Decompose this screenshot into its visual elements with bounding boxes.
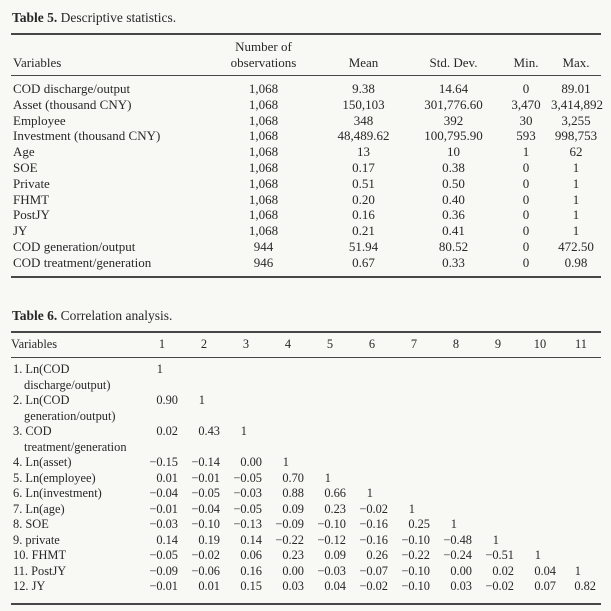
table5-value-cell: 0 bbox=[522, 238, 530, 254]
table5-value-cell: 3,414,892 bbox=[551, 96, 603, 112]
table6-row bbox=[11, 471, 601, 487]
table5-row bbox=[11, 144, 601, 160]
table5-section bbox=[11, 10, 601, 278]
table5-value-cell: 0.33 bbox=[442, 254, 465, 270]
table5-value-cell: 1,068 bbox=[248, 112, 279, 128]
table6-value-cell bbox=[183, 358, 225, 394]
table6-value-cell bbox=[477, 471, 519, 487]
table5-value-cell: 1,068 bbox=[248, 81, 279, 96]
table6-header-variables: Variables bbox=[11, 332, 141, 358]
table5-body bbox=[11, 76, 601, 277]
table6-value-cell: −0.03 bbox=[149, 517, 178, 532]
table5-title bbox=[12, 10, 601, 26]
table5-value-cell: 89.01 bbox=[561, 81, 591, 96]
table5-value-cell: 0 bbox=[522, 207, 530, 223]
table5-row bbox=[11, 239, 601, 255]
table6-variable-cell: 8. SOE bbox=[13, 517, 49, 532]
table6-value-cell: −0.06 bbox=[191, 563, 220, 578]
table6-value-cell: 0.88 bbox=[282, 486, 304, 501]
table5-row bbox=[11, 223, 601, 239]
table5-row bbox=[11, 128, 601, 144]
table6-value-cell bbox=[519, 517, 561, 533]
table5-value-cell: 1,068 bbox=[248, 96, 279, 112]
table6-title bbox=[12, 308, 601, 324]
table5-variable-cell: Investment (thousand CNY) bbox=[13, 128, 161, 144]
table5-value-cell: 100,795.90 bbox=[424, 128, 483, 144]
table6-value-cell: −0.01 bbox=[149, 579, 178, 594]
table5-value-cell: 0.40 bbox=[442, 191, 465, 207]
table6-value-cell: 1 bbox=[534, 548, 541, 563]
table6-value-cell: 0.07 bbox=[534, 579, 556, 594]
table6-value-cell: 1 bbox=[240, 424, 247, 439]
table6-value-cell: 0.19 bbox=[198, 532, 220, 547]
table6-variable-cell: 2. Ln(COD generation/output) bbox=[13, 393, 116, 423]
table5-row bbox=[11, 192, 601, 208]
table5-value-cell: 3,255 bbox=[561, 112, 591, 128]
table5-value-cell: 1,068 bbox=[248, 128, 279, 144]
table6-value-cell: −0.10 bbox=[401, 579, 430, 594]
table6-value-cell: 0.82 bbox=[574, 579, 596, 594]
table6-value-cell bbox=[519, 393, 561, 424]
table6-row bbox=[11, 486, 601, 502]
table5-value-cell: 13 bbox=[357, 144, 370, 160]
table6-row bbox=[11, 564, 601, 580]
table6-value-cell bbox=[477, 358, 519, 394]
table6-header bbox=[11, 332, 601, 358]
table5-value-cell: 1,068 bbox=[248, 144, 279, 160]
table6-value-cell: −0.05 bbox=[149, 548, 178, 563]
table6-value-cell: −0.10 bbox=[401, 532, 430, 547]
table6-value-cell bbox=[561, 548, 601, 564]
table6-column-header: 2 bbox=[183, 332, 225, 358]
table6-value-cell bbox=[435, 502, 477, 518]
table6-value-cell: 0.25 bbox=[408, 517, 430, 532]
table6-column-header: 8 bbox=[435, 332, 477, 358]
table5-variable-cell: Private bbox=[13, 175, 50, 191]
table6-column-header: 5 bbox=[309, 332, 351, 358]
table6-variable-cell: 6. Ln(investment) bbox=[13, 486, 102, 501]
table5-value-cell: 14.64 bbox=[438, 81, 469, 96]
table6-value-cell bbox=[561, 393, 601, 424]
table5-header-min: Min. bbox=[501, 34, 551, 76]
table5-value-cell: 0 bbox=[522, 81, 530, 96]
table5-header-row bbox=[11, 34, 601, 76]
table6-value-cell bbox=[393, 455, 435, 471]
table5-value-cell: 0 bbox=[522, 159, 530, 175]
table6-value-cell: −0.01 bbox=[149, 501, 178, 516]
table6-variable-cell: 1. Ln(COD discharge/output) bbox=[13, 362, 111, 392]
table6-value-cell: 0.16 bbox=[240, 563, 262, 578]
table6 bbox=[11, 331, 601, 605]
table6-value-cell bbox=[435, 486, 477, 502]
table5-value-cell: 1 bbox=[572, 175, 580, 191]
table6-value-cell: −0.09 bbox=[149, 563, 178, 578]
table5-value-cell: 0.16 bbox=[352, 207, 375, 223]
table6-column-header: 11 bbox=[561, 332, 601, 358]
table6-value-cell: 1 bbox=[198, 393, 205, 408]
table6-value-cell bbox=[393, 486, 435, 502]
table6-value-cell bbox=[519, 533, 561, 549]
table5-row bbox=[11, 255, 601, 277]
table5-value-cell: 30 bbox=[519, 112, 533, 128]
table6-value-cell: 0.26 bbox=[366, 548, 388, 563]
table6-value-cell bbox=[351, 471, 393, 487]
table5-value-cell: 0.38 bbox=[442, 159, 465, 175]
table6-value-cell: 0.09 bbox=[324, 548, 346, 563]
table6-value-cell bbox=[519, 471, 561, 487]
table6-section bbox=[11, 308, 601, 605]
table6-value-cell: −0.51 bbox=[485, 548, 514, 563]
table6-value-cell bbox=[477, 486, 519, 502]
table5 bbox=[11, 33, 601, 278]
table6-value-cell bbox=[351, 358, 393, 394]
table5-value-cell: 0.17 bbox=[352, 159, 375, 175]
table6-row bbox=[11, 517, 601, 533]
table6-value-cell: −0.02 bbox=[359, 501, 388, 516]
table6-value-cell bbox=[393, 471, 435, 487]
table6-value-cell bbox=[519, 502, 561, 518]
table5-value-cell: 0.50 bbox=[442, 175, 465, 191]
table5-value-cell: 944 bbox=[253, 238, 274, 254]
table6-value-cell: −0.05 bbox=[233, 470, 262, 485]
table6-value-cell: −0.05 bbox=[233, 501, 262, 516]
table6-column-header: 3 bbox=[225, 332, 267, 358]
table6-value-cell: −0.10 bbox=[401, 563, 430, 578]
table5-variable-cell: Asset (thousand CNY) bbox=[13, 96, 132, 112]
table5-value-cell: 1,068 bbox=[248, 175, 279, 191]
table6-value-cell bbox=[267, 424, 309, 455]
table5-value-cell: 0.20 bbox=[352, 191, 375, 207]
table6-column-header: 10 bbox=[519, 332, 561, 358]
table6-value-cell: 1 bbox=[156, 362, 163, 377]
table6-value-cell: −0.16 bbox=[359, 532, 388, 547]
table5-row bbox=[11, 176, 601, 192]
table6-value-cell bbox=[351, 393, 393, 424]
table5-row bbox=[11, 207, 601, 223]
table6-value-cell: 0.70 bbox=[282, 470, 304, 485]
table5-value-cell: 392 bbox=[443, 112, 464, 128]
table6-value-cell: 0.04 bbox=[324, 579, 346, 594]
table6-value-cell bbox=[225, 358, 267, 394]
table6-value-cell bbox=[561, 486, 601, 502]
table6-title-number: Table 6. bbox=[12, 307, 58, 323]
table6-variable-cell: 9. private bbox=[13, 532, 60, 547]
table6-row bbox=[11, 424, 601, 455]
table6-column-header: 4 bbox=[267, 332, 309, 358]
table6-value-cell bbox=[477, 393, 519, 424]
table6-value-cell: 1 bbox=[450, 517, 457, 532]
table5-variable-cell: JY bbox=[13, 223, 28, 239]
table6-value-cell bbox=[561, 424, 601, 455]
table6-value-cell bbox=[561, 502, 601, 518]
table6-value-cell: −0.13 bbox=[233, 517, 262, 532]
table5-value-cell: 1,068 bbox=[248, 159, 279, 175]
table6-body bbox=[11, 358, 601, 604]
table6-value-cell bbox=[351, 455, 393, 471]
table6-value-cell bbox=[393, 393, 435, 424]
table6-value-cell bbox=[477, 455, 519, 471]
table5-variable-cell: SOE bbox=[13, 159, 38, 175]
table6-value-cell: −0.15 bbox=[149, 455, 178, 470]
table6-value-cell: −0.02 bbox=[485, 579, 514, 594]
table5-value-cell: 10 bbox=[447, 144, 460, 160]
table5-value-cell: 0.41 bbox=[442, 223, 465, 239]
table6-value-cell bbox=[393, 424, 435, 455]
table6-value-cell bbox=[561, 517, 601, 533]
table5-value-cell: 1,068 bbox=[248, 207, 279, 223]
table6-value-cell: −0.48 bbox=[443, 532, 472, 547]
table6-value-cell: 1 bbox=[492, 532, 499, 547]
table6-variable-cell: 5. Ln(employee) bbox=[13, 470, 96, 485]
table6-value-cell: 0.90 bbox=[156, 393, 178, 408]
table5-variable-cell: PostJY bbox=[13, 207, 50, 223]
table6-value-cell: 0.15 bbox=[240, 579, 262, 594]
table6-value-cell bbox=[477, 424, 519, 455]
table5-header bbox=[11, 34, 601, 76]
table6-value-cell: −0.02 bbox=[191, 548, 220, 563]
table5-value-cell: 946 bbox=[253, 254, 274, 270]
table6-value-cell: −0.22 bbox=[275, 532, 304, 547]
table6-value-cell bbox=[267, 358, 309, 394]
table5-value-cell: 62 bbox=[569, 144, 583, 160]
table6-value-cell: 0.00 bbox=[240, 455, 262, 470]
table5-header-observations: Number of observations bbox=[206, 34, 321, 76]
table5-value-cell: 1 bbox=[572, 191, 580, 207]
table6-variable-cell: 3. COD treatment/generation bbox=[13, 424, 127, 454]
table6-value-cell: −0.14 bbox=[191, 455, 220, 470]
table6-value-cell bbox=[435, 455, 477, 471]
table5-value-cell: 48,489.62 bbox=[337, 128, 390, 144]
table6-value-cell: 0.02 bbox=[492, 563, 514, 578]
table6-value-cell: −0.04 bbox=[191, 501, 220, 516]
table6-value-cell bbox=[435, 471, 477, 487]
table5-value-cell: 0.21 bbox=[352, 223, 375, 239]
table5-value-cell: 0 bbox=[522, 175, 530, 191]
table5-header-mean: Mean bbox=[321, 34, 406, 76]
table5-value-cell: 301,776.60 bbox=[424, 96, 483, 112]
table5-variable-cell: COD generation/output bbox=[13, 238, 136, 254]
table5-header-stddev: Std. Dev. bbox=[406, 34, 501, 76]
table5-value-cell: 1 bbox=[572, 159, 580, 175]
table6-row bbox=[11, 358, 601, 394]
table6-variable-cell: 7. Ln(age) bbox=[13, 501, 65, 516]
table6-value-cell: 0.02 bbox=[156, 424, 178, 439]
table6-value-cell bbox=[267, 393, 309, 424]
table5-value-cell: 0 bbox=[522, 191, 530, 207]
table6-value-cell: 0.23 bbox=[282, 548, 304, 563]
table5-value-cell: 1 bbox=[522, 144, 530, 160]
table5-variable-cell: COD discharge/output bbox=[13, 81, 131, 96]
table5-value-cell: 9.38 bbox=[352, 81, 375, 96]
table6-value-cell: 0.03 bbox=[450, 579, 472, 594]
table6-value-cell bbox=[309, 424, 351, 455]
table6-value-cell: −0.24 bbox=[443, 548, 472, 563]
table6-value-cell: −0.10 bbox=[317, 517, 346, 532]
table6-value-cell bbox=[309, 455, 351, 471]
table5-variable-cell: COD treatment/generation bbox=[13, 254, 152, 270]
table5-header-max: Max. bbox=[551, 34, 601, 76]
table6-value-cell: −0.07 bbox=[359, 563, 388, 578]
table6-value-cell bbox=[225, 393, 267, 424]
table5-title-text: Descriptive statistics. bbox=[57, 10, 177, 25]
table5-row bbox=[11, 76, 601, 97]
table6-row bbox=[11, 393, 601, 424]
table6-value-cell bbox=[519, 358, 561, 394]
table6-value-cell: 0.00 bbox=[450, 563, 472, 578]
table6-row bbox=[11, 455, 601, 471]
table6-column-header: 1 bbox=[141, 332, 183, 358]
table5-value-cell: 1 bbox=[572, 207, 580, 223]
table6-value-cell: −0.09 bbox=[275, 517, 304, 532]
table6-value-cell bbox=[519, 424, 561, 455]
table6-value-cell bbox=[309, 393, 351, 424]
table6-value-cell: −0.03 bbox=[317, 563, 346, 578]
table6-value-cell: −0.16 bbox=[359, 517, 388, 532]
table5-value-cell: 3,470 bbox=[511, 96, 541, 112]
table6-value-cell: 0.66 bbox=[324, 486, 346, 501]
table6-value-cell bbox=[351, 424, 393, 455]
table6-value-cell bbox=[561, 455, 601, 471]
table5-value-cell: 0.36 bbox=[442, 207, 465, 223]
table6-row bbox=[11, 533, 601, 549]
table5-value-cell: 348 bbox=[353, 112, 374, 128]
table5-value-cell: 51.94 bbox=[348, 238, 379, 254]
table6-value-cell: −0.12 bbox=[317, 532, 346, 547]
table6-value-cell: 0.43 bbox=[198, 424, 220, 439]
table5-value-cell: 0.67 bbox=[352, 254, 375, 270]
table6-value-cell bbox=[435, 393, 477, 424]
table6-value-cell: 0.14 bbox=[156, 532, 178, 547]
table5-value-cell: 998,753 bbox=[554, 128, 598, 144]
table6-value-cell: −0.02 bbox=[359, 579, 388, 594]
table6-header-row bbox=[11, 332, 601, 358]
table5-variable-cell: Age bbox=[13, 144, 35, 160]
table6-value-cell: 1 bbox=[408, 501, 415, 516]
table6-value-cell: 0.00 bbox=[282, 563, 304, 578]
table5-value-cell: 0.51 bbox=[352, 175, 375, 191]
table6-value-cell: −0.04 bbox=[149, 486, 178, 501]
table6-value-cell bbox=[561, 471, 601, 487]
table6-variable-cell: 11. PostJY bbox=[13, 563, 67, 578]
table5-header-variables: Variables bbox=[11, 34, 206, 76]
table5-row bbox=[11, 97, 601, 113]
table6-column-header: 7 bbox=[393, 332, 435, 358]
table6-value-cell: 0.09 bbox=[282, 501, 304, 516]
table6-value-cell bbox=[393, 358, 435, 394]
table6-value-cell bbox=[309, 358, 351, 394]
table6-value-cell bbox=[519, 486, 561, 502]
table6-value-cell: 0.14 bbox=[240, 532, 262, 547]
table6-variable-cell: 4. Ln(asset) bbox=[13, 455, 72, 470]
table6-value-cell: −0.01 bbox=[191, 470, 220, 485]
table6-value-cell: 1 bbox=[574, 563, 581, 578]
table5-value-cell: 1 bbox=[572, 223, 580, 239]
table5-value-cell: 1,068 bbox=[248, 191, 279, 207]
table6-value-cell: 0.03 bbox=[282, 579, 304, 594]
table6-value-cell: 1 bbox=[324, 470, 331, 485]
table6-value-cell: 0.06 bbox=[240, 548, 262, 563]
table5-value-cell: 1,068 bbox=[248, 223, 279, 239]
table6-value-cell bbox=[477, 517, 519, 533]
table6-column-header: 6 bbox=[351, 332, 393, 358]
table6-value-cell bbox=[561, 358, 601, 394]
table6-value-cell bbox=[519, 455, 561, 471]
table5-row bbox=[11, 160, 601, 176]
table5-value-cell: 0 bbox=[522, 254, 530, 270]
table5-title-number: Table 5. bbox=[12, 10, 58, 25]
table5-value-cell: 80.52 bbox=[438, 238, 469, 254]
table6-title-text: Correlation analysis. bbox=[57, 307, 173, 323]
table6-column-header: 9 bbox=[477, 332, 519, 358]
table6-value-cell: 1 bbox=[282, 455, 289, 470]
table6-value-cell: −0.03 bbox=[233, 486, 262, 501]
table6-row bbox=[11, 579, 601, 604]
table6-value-cell: −0.10 bbox=[191, 517, 220, 532]
table6-value-cell bbox=[477, 502, 519, 518]
table5-value-cell: 0.98 bbox=[564, 254, 588, 270]
table6-value-cell bbox=[435, 358, 477, 394]
table5-variable-cell: FHMT bbox=[13, 191, 50, 207]
table6-value-cell: −0.05 bbox=[191, 486, 220, 501]
table6-value-cell: 0.23 bbox=[324, 501, 346, 516]
table6-value-cell: 0.04 bbox=[534, 563, 556, 578]
table6-row bbox=[11, 548, 601, 564]
table6-variable-cell: 10. FHMT bbox=[13, 548, 67, 563]
table6-value-cell bbox=[435, 424, 477, 455]
table6-value-cell bbox=[561, 533, 601, 549]
table6-row bbox=[11, 502, 601, 518]
table5-value-cell: 150,103 bbox=[342, 96, 385, 112]
table5-value-cell: 472.50 bbox=[558, 238, 594, 254]
table6-value-cell: 0.01 bbox=[198, 579, 220, 594]
table6-variable-cell: 12. JY bbox=[13, 579, 46, 594]
table5-value-cell: 593 bbox=[516, 128, 536, 144]
table6-value-cell: −0.22 bbox=[401, 548, 430, 563]
table6-value-cell: 1 bbox=[366, 486, 373, 501]
table5-row bbox=[11, 113, 601, 129]
table5-variable-cell: Employee bbox=[13, 112, 66, 128]
table6-value-cell: 0.01 bbox=[156, 470, 178, 485]
table5-value-cell: 0 bbox=[522, 223, 530, 239]
